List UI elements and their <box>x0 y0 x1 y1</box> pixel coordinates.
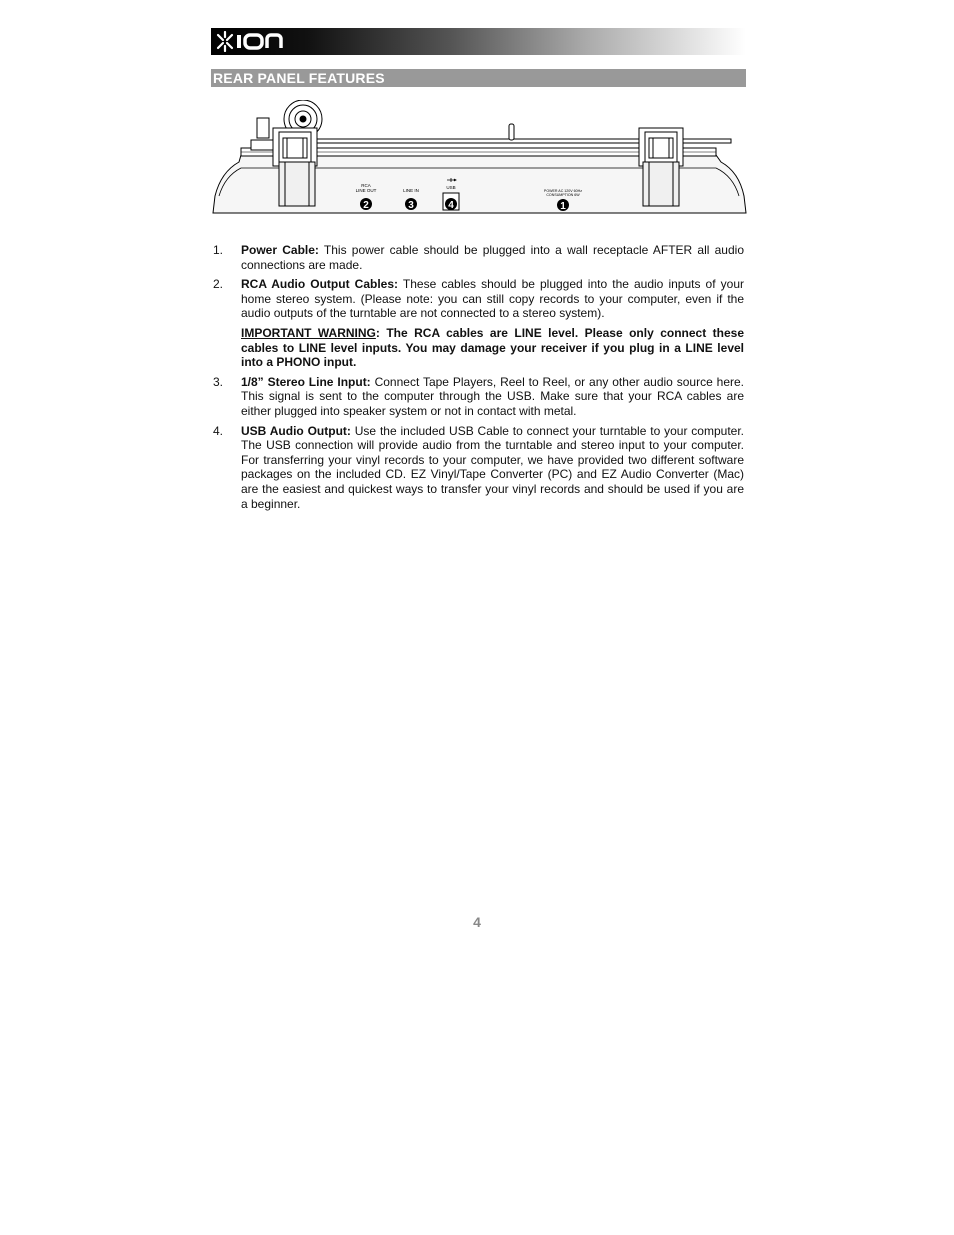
item-number: 1. <box>213 243 224 257</box>
item-text: These cables should be plugged into the audio inputs of your home stereo system. (Please note: you can still copy records to your computer, even if the audio outputs of the turntable are not connected to a stereo system). <box>241 277 744 321</box>
item-number: 2. <box>213 277 224 292</box>
rear-panel-diagram <box>211 100 747 218</box>
warning-text: : The RCA cables are LINE level. Please only connect these cables to LINE level inputs. You may damage your receiver if you plug in a LINE level into a PHONO input. <box>241 325 745 370</box>
item-term: 1/8” Stereo Line Input: <box>241 374 371 389</box>
list-item <box>213 424 744 512</box>
warning-label: IMPORTANT WARNING <box>241 325 376 340</box>
section-header <box>211 69 746 87</box>
item-term: Power Cable: <box>241 243 319 257</box>
connector-label: RCA <box>361 183 371 188</box>
item-number: 3. <box>213 374 224 389</box>
list-item <box>213 375 744 419</box>
page-number: 4 <box>473 914 481 930</box>
brand-header-bar <box>211 28 746 55</box>
connector-number: 4 <box>448 200 454 211</box>
connector-number: 1 <box>560 201 566 212</box>
connector-label: USB <box>446 185 456 190</box>
list-item <box>213 277 744 370</box>
item-number: 4. <box>213 423 224 438</box>
feature-list <box>213 243 744 516</box>
section-title: REAR PANEL FEATURES <box>213 70 385 86</box>
important-warning <box>241 326 744 370</box>
connector-label: POWER AC 120V 60Hz <box>543 189 583 193</box>
connector-number: 2 <box>363 200 369 211</box>
list-item <box>213 243 744 272</box>
item-text: Use the included USB Cable to connect your turntable to your computer. The USB connection will provide audio from the turntable and stereo input to your computer. For transferring your vinyl records to your computer, we have provided two different software packages on the included CD. EZ Vinyl/Tape Converter (PC) and EZ Audio Converter (Mac) are the easiest and quickest ways to transfer your vinyl records and should be used if you are a beginner. <box>241 423 744 511</box>
item-text: Connect Tape Players, Reel to Reel, or any other audio source here. This signal is sent to the computer through the USB. Make sure that your RCA cables are either plugged into speaker system or not in contact with metal. <box>241 374 745 418</box>
connector-number: 3 <box>408 200 414 211</box>
connector-label: LINE OUT <box>355 188 377 193</box>
item-text: This power cable should be plugged into a wall receptacle AFTER all audio connections are made. <box>241 243 744 272</box>
ion-logo <box>215 31 289 52</box>
item-term: RCA Audio Output Cables: <box>241 277 399 292</box>
connector-label: CONSUMPTION 6W <box>546 193 580 197</box>
item-term: USB Audio Output: <box>241 423 351 438</box>
connector-label: LINE IN <box>403 188 419 193</box>
